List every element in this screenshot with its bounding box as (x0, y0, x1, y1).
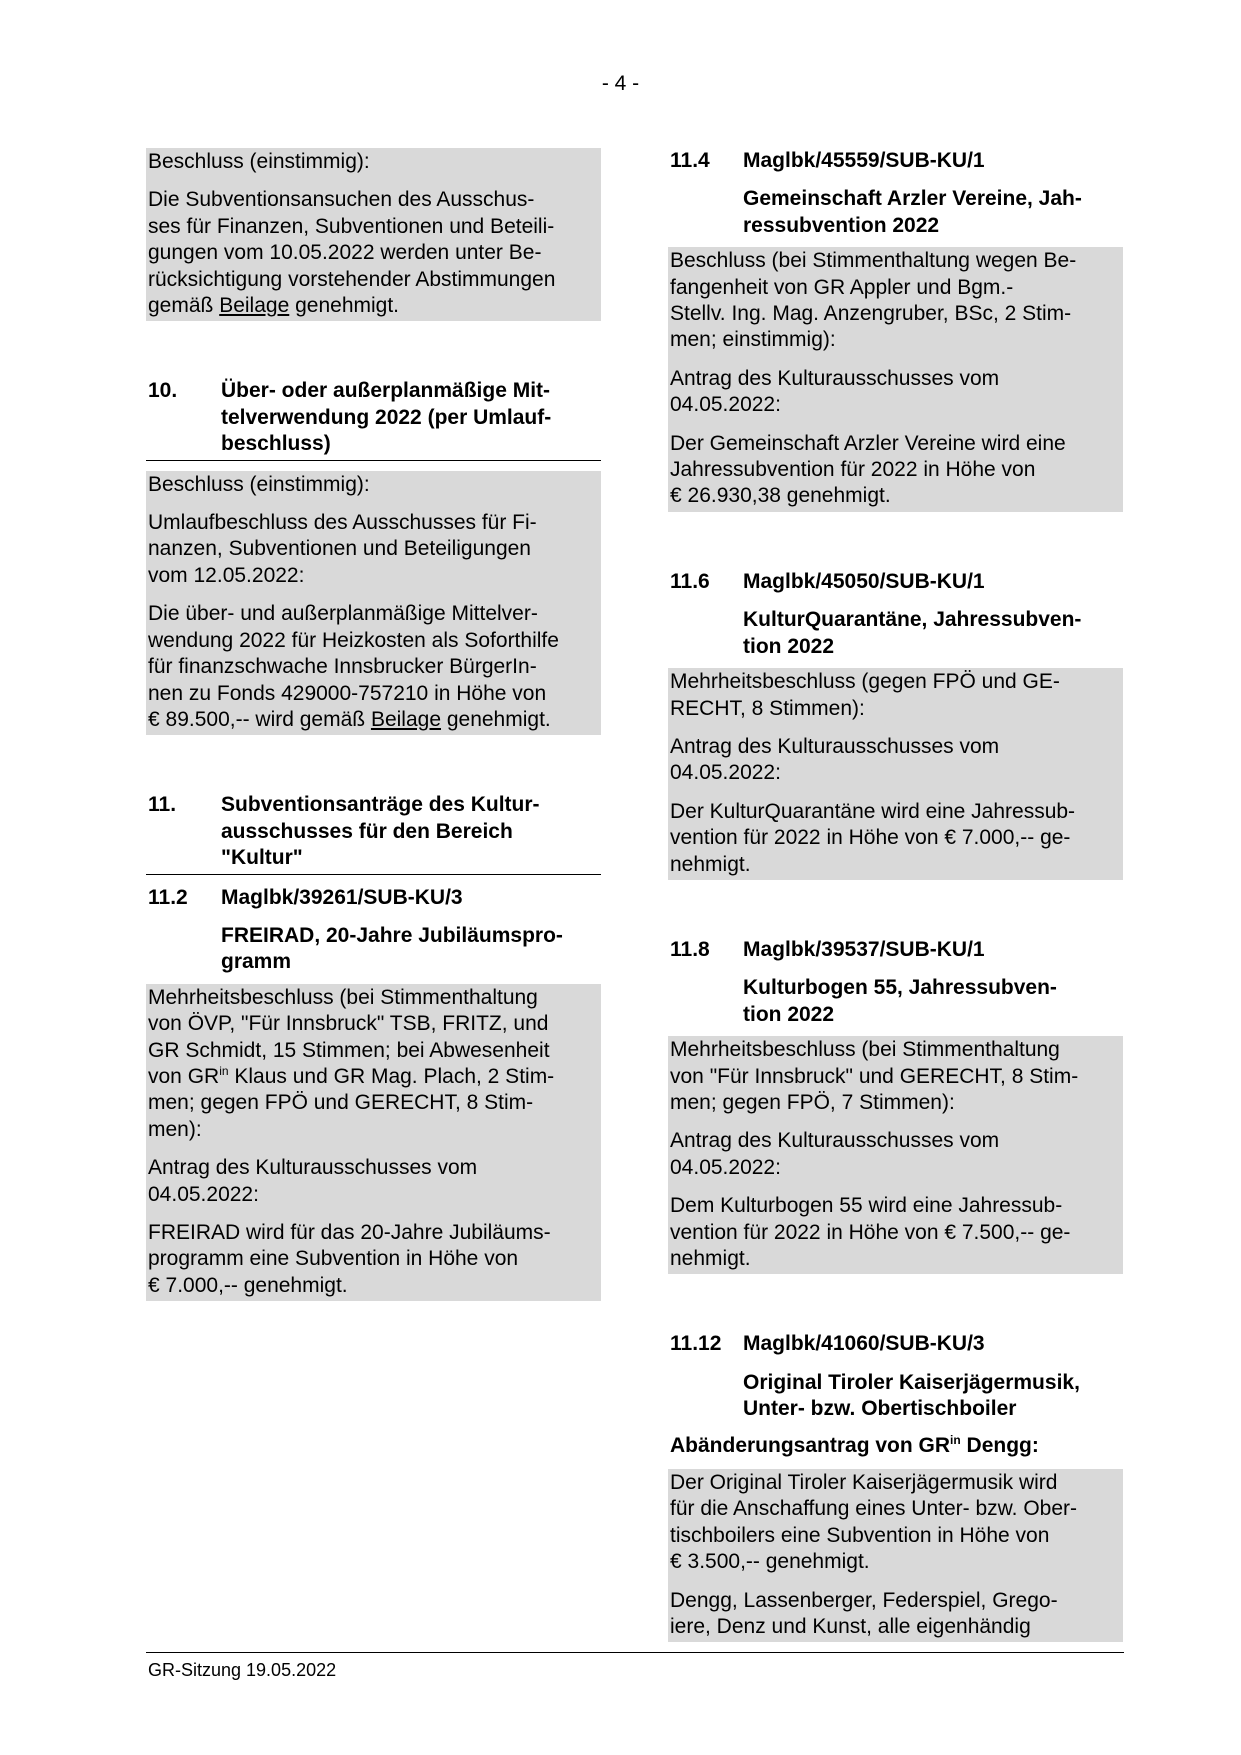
item-title: Original Tiroler Kaiserjägermusik, Unter- bzw. Obertischboiler (743, 1370, 1080, 1421)
item-title: FREIRAD, 20-Jahre Jubiläumspro- gramm (221, 923, 563, 974)
resolution-box-11-2 (146, 984, 601, 1301)
resolution-box-subsidies (146, 148, 601, 321)
section-title: Subventionsanträge des Kultur- ausschusses für den Bereich "Kultur" (221, 793, 540, 870)
motion-text: Antrag des Kulturausschusses vom 04.05.2022: (670, 366, 1000, 417)
item-code: Maglbk/39261/SUB-KU/3 (221, 885, 463, 909)
decision-text: Der KulturQuarantäne wird eine Jahressub- vention für 2022 in Höhe von € 7.000,-- ge- nehmigt. (670, 799, 1076, 876)
item-heading-11-8 (668, 937, 1123, 963)
motion-text: Antrag des Kulturausschusses vom 04.05.2022: (670, 1129, 1000, 1179)
majority-resolution-text: Mehrheitsbeschluss (bei Stimmenthaltung von "Für Innsbruck" und GERECHT, 8 Stim- men; gegen FPÖ, 7 Stimmen): (670, 1038, 1079, 1114)
decision-text: Der Gemeinschaft Arzler Vereine wird eine Jahressubvention für 2022 in Höhe von € 26.930,38 genehmigt. (670, 431, 1066, 508)
footer-session-date: GR-Sitzung 19.05.2022 (148, 1660, 337, 1680)
amendment-box (668, 1469, 1123, 1642)
resolution-box-11-6 (668, 668, 1123, 880)
footer-divider (146, 1652, 1124, 1653)
item-code: Maglbk/41060/SUB-KU/3 (743, 1332, 985, 1356)
majority-resolution-text: Mehrheitsbeschluss (bei Stimmenthaltung von ÖVP, "Für Innsbruck" TSB, FRITZ, und GR Schmidt, 15 Stimmen; bei Abwesenheit von $GR^{in}$ Klaus und GR Mag. Plach, 2 Stim- men; gegen FPÖ und GERECHT, 8 Stim- men): (148, 985, 555, 1141)
resolution-label: Beschluss (einstimmig): (148, 472, 370, 496)
circular-resolution-text: Umlaufbeschluss des Ausschusses für Fi- nanzen, Subventionen und Beteiligungen vom 12.05.2022: (148, 511, 537, 587)
resolution-box-section-10 (146, 471, 601, 736)
section-number: 10. (148, 379, 178, 403)
item-title: Kulturbogen 55, Jahressubven- tion 2022 (743, 976, 1057, 1026)
resolution-text: Die über- und außerplanmäßige Mittelver- wendung 2022 für Heizkosten als Soforthilfe für finanzschwache Innsbrucker BürgerIn- nen zu Fonds 429000-757210 in Höhe von € 89.500,-- wird gemäß Beilage genehmigt. (148, 602, 559, 731)
item-heading-11-12 (668, 1331, 1123, 1357)
left-column (146, 148, 601, 1301)
decision-text: Dem Kulturbogen 55 wird eine Jahressub- vention für 2022 in Höhe von € 7.500,-- ge- nehmigt. (670, 1194, 1071, 1270)
item-heading-11-2 (146, 885, 601, 911)
item-heading-11-4 (668, 148, 1123, 174)
item-code: Maglbk/45050/SUB-KU/1 (743, 569, 985, 593)
item-number: 11.4 (670, 149, 710, 172)
section-heading-10 (146, 378, 601, 460)
amendment-text: Der Original Tiroler Kaiserjägermusik wird für die Anschaffung eines Unter- bzw. Ober- tischboilers eine Subvention in Höhe von € 3.500,-- genehmigt. (670, 1471, 1077, 1574)
item-number: 11.12 (670, 1332, 722, 1356)
page-number: - 4 - (601, 72, 640, 95)
item-heading-11-6 (668, 569, 1123, 595)
resolution-label: Beschluss (einstimmig): (148, 150, 370, 173)
motion-text: Antrag des Kulturausschusses vom 04.05.2022: (670, 734, 1000, 785)
section-title: Über- oder außerplanmäßige Mit- telverwendung 2022 (per Umlauf- beschluss) (221, 379, 552, 456)
section-heading-11 (146, 792, 601, 874)
majority-resolution-text: Mehrheitsbeschluss (gegen FPÖ und GE- RECHT, 8 Stimmen): (670, 670, 1060, 720)
item-number: 11.8 (670, 937, 710, 961)
signatories-text: Dengg, Lassenberger, Federspiel, Grego- iere, Denz und Kunst, alle eigenhändig (670, 1588, 1058, 1639)
decision-text: FREIRAD wird für das 20-Jahre Jubiläums- programm eine Subvention in Höhe von € 7.000,-- genehmigt. (148, 1221, 551, 1297)
item-code: Maglbk/39537/SUB-KU/1 (743, 937, 985, 961)
item-title: KulturQuarantäne, Jahressubven- tion 2022 (743, 608, 1082, 658)
item-number: 11.6 (670, 569, 710, 593)
beilage-reference: Beilage (219, 294, 290, 318)
item-number: 11.2 (148, 885, 188, 909)
resolution-box-11-8 (668, 1036, 1123, 1274)
section-number: 11. (148, 793, 177, 817)
beilage-reference: Beilage (370, 707, 441, 731)
motion-text: Antrag des Kulturausschusses vom 04.05.2022: (148, 1156, 478, 1206)
resolution-box-11-4 (668, 247, 1123, 512)
resolution-text: Die Subventionsansuchen des Ausschus- ses für Finanzen, Subventionen und Beteili- gungen vom 10.05.2022 werden unter Be- rücksichtigung vorstehender Abstimmungen gemäß Beilage genehmigt. (148, 188, 556, 318)
resolution-text: Beschluss (bei Stimmenthaltung wegen Be- fangenheit von GR Appler und Bgm.- Stellv. Ing. Mag. Anzengruber, BSc, 2 Stim- men; einstimmig): (670, 249, 1077, 352)
amendment-heading: Abänderungsantrag von $GR^{in}$ Dengg: (670, 1432, 1039, 1457)
item-title: Gemeinschaft Arzler Vereine, Jah- ressubvention 2022 (743, 187, 1082, 237)
item-code: Maglbk/45559/SUB-KU/1 (743, 149, 985, 172)
right-column (668, 148, 1123, 1642)
